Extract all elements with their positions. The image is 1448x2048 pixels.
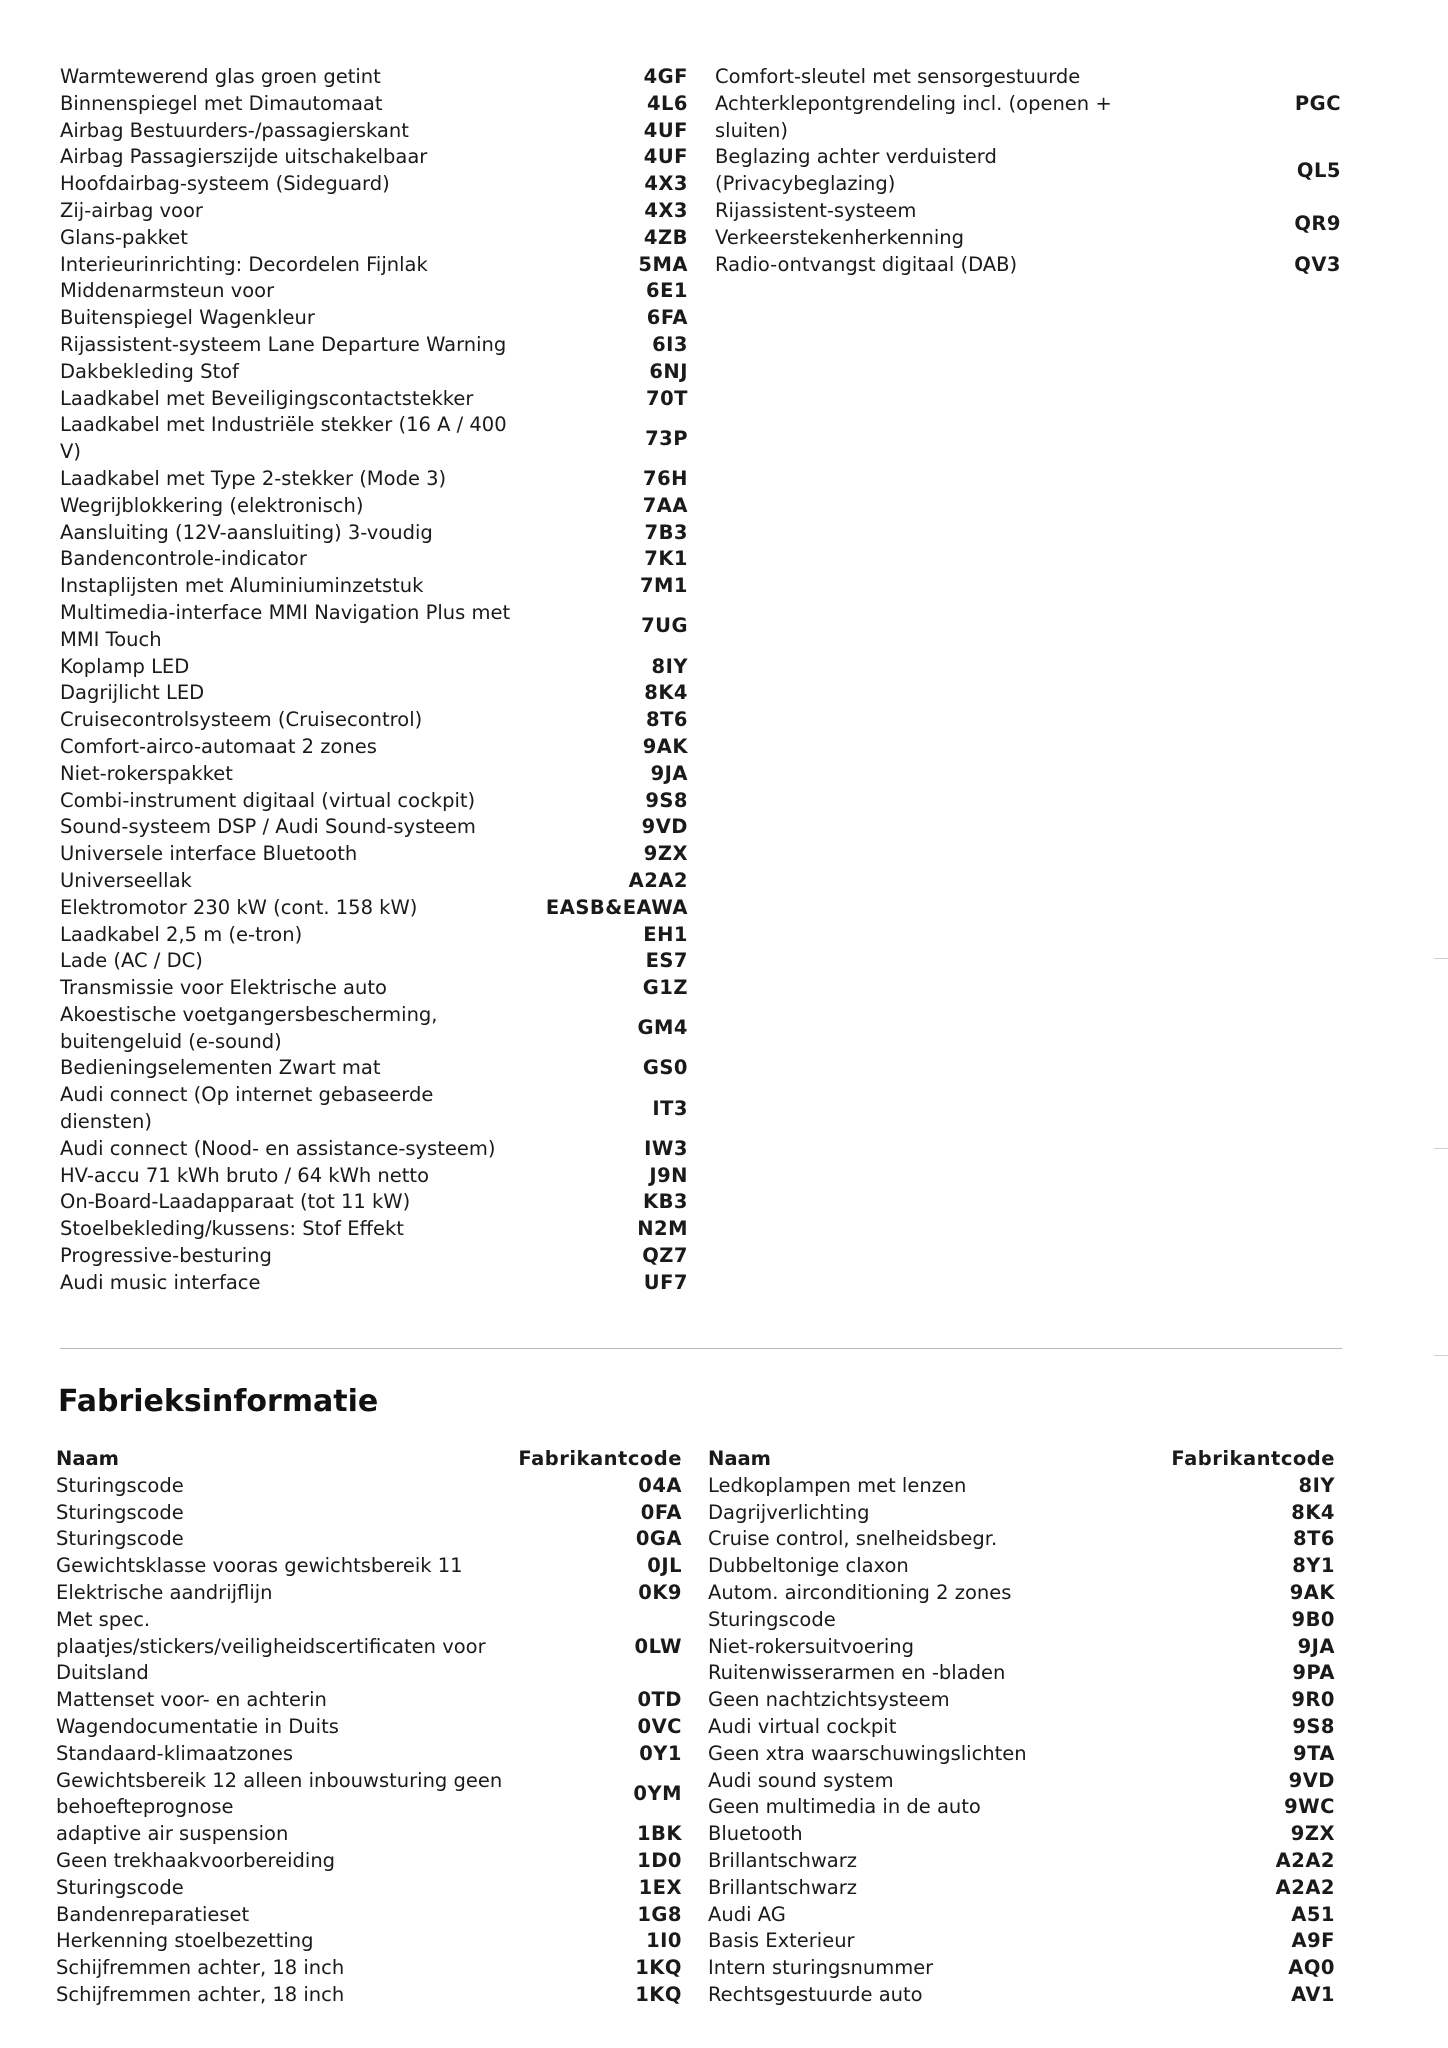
item-code: 9AK [1289,1580,1335,1604]
item-code: 9B0 [1291,1607,1335,1631]
list-item [60,654,688,681]
item-name: Geen trekhaakvoorbereiding [56,1848,336,1872]
item-code: 9VD [1288,1768,1335,1792]
item-name: HV-accu 71 kWh bruto / 64 kWh netto [60,1163,430,1187]
item-name: Transmissie voor Elektrische auto [60,976,387,1000]
list-item [60,1243,688,1270]
header-code: Fabrikantcode [518,1447,682,1470]
item-name: Laadkabel met Beveiligingscontactstekker [60,386,474,410]
item-code: 1BK [636,1822,682,1846]
item-code: QV3 [1294,252,1341,276]
item-name: Sturingscode [56,1875,184,1899]
list-item [60,600,688,654]
list-item [708,1848,1335,1875]
list-item [60,1002,688,1056]
item-name: Combi-instrument digitaal (virtual cockpit) [60,788,476,812]
list-item [56,1580,682,1607]
item-code: 4UF [643,145,688,169]
list-item [60,1189,688,1216]
list-item [60,91,688,118]
section-divider [60,1348,1342,1349]
list-item [708,1768,1335,1795]
section-title: Fabrieksinformatie [58,1384,379,1419]
item-code: 0LW [634,1634,682,1658]
list-item [56,1714,682,1741]
item-name: Autom. airconditioning 2 zones [708,1580,1012,1604]
item-name: Herkenning stoelbezetting [56,1929,314,1953]
item-code: 1I0 [646,1929,682,1953]
item-code: QL5 [1296,158,1341,182]
item-code: 0GA [635,1527,682,1551]
item-name: Rijassistent-systeem Verkeerstekenherkenning [715,198,965,249]
item-name: Laadkabel met Type 2-stekker (Mode 3) [60,466,447,490]
item-code: 4L6 [646,91,688,115]
item-code: 9TA [1293,1741,1335,1765]
item-code: 9R0 [1291,1688,1335,1712]
list-item [715,198,1341,252]
item-name: Laadkabel 2,5 m (e-tron) [60,922,303,946]
item-code: 7AA [642,493,688,517]
header-name: Naam [708,1447,771,1470]
list-item [708,1473,1335,1500]
item-code: AQ0 [1288,1956,1335,1980]
item-name: Gewichtsklasse vooras gewichtsbereik 11 [56,1554,463,1578]
item-code: 6NJ [649,359,688,383]
item-name: Audi connect (Op internet gebaseerde diensten) [60,1083,434,1134]
header-name: Naam [56,1447,119,1470]
item-name: Ledkoplampen met lenzen [708,1473,967,1497]
item-name: Warmtewerend glas groen getint [60,65,381,88]
item-code: A2A2 [628,868,688,892]
item-name: Geen nachtzichtsysteem [708,1688,950,1712]
item-code: 7M1 [639,574,688,598]
list-item [56,1607,682,1687]
item-code: G1Z [642,976,688,1000]
list-item [60,841,688,868]
list-item [56,1768,682,1822]
item-code: PGC [1294,91,1341,115]
item-name: Binnenspiegel met Dimautomaat [60,91,383,115]
header-code: Fabrikantcode [1171,1447,1335,1470]
item-name: adaptive air suspension [56,1822,289,1846]
item-code: ES7 [645,949,688,973]
item-name: Bandenreparatieset [56,1902,250,1926]
item-name: Laadkabel met Industriële stekker (16 A / 400 V) [60,413,507,464]
list-item [708,1875,1335,1902]
list-item [60,252,688,279]
item-name: Met spec. plaatjes/stickers/veiligheidscertificaten voor Duitsland [56,1607,486,1685]
list-item [60,520,688,547]
item-code: 1EX [638,1875,682,1899]
item-name: Schijfremmen achter, 18 inch [56,1956,345,1980]
list-item [60,412,688,466]
item-name: Zij-airbag voor [60,198,203,222]
item-code: QZ7 [642,1244,688,1268]
item-code: 8K4 [1291,1500,1335,1524]
item-code: 76H [643,466,688,490]
item-name: Dubbeltonige claxon [708,1554,909,1578]
item-name: Basis Exterieur [708,1929,855,1953]
item-name: Universele interface Bluetooth [60,842,358,866]
item-code: 9JA [650,761,688,785]
item-name: Audi virtual cockpit [708,1714,897,1738]
list-item [708,1500,1335,1527]
list-item [60,359,688,386]
list-item [60,332,688,359]
item-name: Bedieningselementen Zwart mat [60,1056,381,1080]
item-code: 0TD [637,1688,682,1712]
list-item [60,680,688,707]
item-code: GS0 [642,1056,688,1080]
item-code: A2A2 [1275,1875,1335,1899]
item-name: Wagendocumentatie in Duits [56,1714,339,1738]
list-item [60,922,688,949]
list-item [60,895,688,922]
list-item [60,493,688,520]
item-name: Schijfremmen achter, 18 inch [56,1982,345,2006]
list-item [56,1982,682,2009]
list-item [60,64,688,91]
item-name: Niet-rokersuitvoering [708,1634,915,1658]
item-name: On-Board-Laadapparaat (tot 11 kW) [60,1190,411,1214]
item-name: Standaard-klimaatzones [56,1741,294,1765]
item-code: 8T6 [1293,1527,1335,1551]
item-code: J9N [649,1163,688,1187]
item-code: 6I3 [652,332,688,356]
item-name: Audi AG [708,1902,786,1926]
list-item [708,1741,1335,1768]
list-item [60,573,688,600]
item-name: Beglazing achter verduisterd (Privacybeglazing) [715,145,997,196]
list-item [708,1660,1335,1687]
item-name: Brillantschwarz [708,1875,857,1899]
list-item [56,1687,682,1714]
table-header [708,1446,1335,1473]
item-code: UF7 [643,1270,688,1294]
list-item [60,734,688,761]
list-item [708,1687,1335,1714]
item-code: 7B3 [644,520,688,544]
item-name: Multimedia-interface MMI Navigation Plus met MMI Touch [60,600,511,651]
item-name: Elektrische aandrijflijn [56,1580,273,1604]
list-item [708,1580,1335,1607]
item-code: 6E1 [646,279,688,303]
item-code: 9ZX [643,842,688,866]
item-code: 4X3 [644,172,688,196]
item-name: Sound-systeem DSP / Audi Sound-systeem [60,815,476,839]
list-item [56,1955,682,1982]
item-code: IW3 [644,1136,688,1160]
list-item [60,546,688,573]
item-code: 0JL [647,1554,682,1578]
list-item [708,1634,1335,1661]
item-code: A9F [1291,1929,1335,1953]
item-code: 8IY [651,654,688,678]
scan-edge-mark [1434,958,1448,959]
list-item [56,1553,682,1580]
list-item [60,466,688,493]
list-item [60,1136,688,1163]
item-code: 9S8 [1292,1714,1335,1738]
item-name: Cruisecontrolsysteem (Cruisecontrol) [60,708,423,732]
item-name: Bandencontrole-indicator [60,547,307,571]
item-code: N2M [637,1217,688,1241]
list-item [60,948,688,975]
item-name: Elektromotor 230 kW (cont. 158 kW) [60,895,418,919]
list-item [708,1553,1335,1580]
list-item [56,1902,682,1929]
item-name: Akoestische voetgangersbescherming, buitengeluid (e-sound) [60,1002,438,1053]
item-code: 8Y1 [1292,1554,1335,1578]
options-list-right [715,64,1341,278]
item-code: 4X3 [644,198,688,222]
item-name: Koplamp LED [60,654,190,678]
list-item [56,1500,682,1527]
item-code: 0FA [640,1500,682,1524]
scan-edge-mark [1434,1355,1448,1356]
options-list-left [60,64,688,1297]
item-code: 1G8 [637,1902,682,1926]
list-item [708,1955,1335,1982]
item-name: Mattenset voor- en achterin [56,1688,327,1712]
list-item [60,305,688,332]
item-code: 9JA [1297,1634,1335,1658]
list-item [715,144,1341,198]
item-name: Rechtsgestuurde auto [708,1982,923,2006]
item-name: Sturingscode [56,1473,184,1497]
item-name: Brillantschwarz [708,1848,857,1872]
item-name: Audi sound system [708,1768,894,1792]
item-code: 9ZX [1290,1822,1335,1846]
list-item [60,144,688,171]
item-code: 0YM [633,1781,682,1805]
item-code: IT3 [652,1096,688,1120]
list-item [60,761,688,788]
list-item [708,1794,1335,1821]
table-header [56,1446,682,1473]
list-item [60,788,688,815]
item-name: Buitenspiegel Wagenkleur [60,306,315,330]
list-item [60,278,688,305]
list-item [708,1714,1335,1741]
item-code: 4ZB [643,225,688,249]
item-code: EH1 [643,922,688,946]
item-code: 6FA [646,306,688,330]
item-name: Geen multimedia in de auto [708,1795,981,1819]
item-code: 1KQ [635,1982,682,2006]
item-code: 0Y1 [639,1741,682,1765]
list-item [60,1216,688,1243]
list-item [708,1928,1335,1955]
item-name: Niet-rokerspakket [60,761,233,785]
list-item [60,975,688,1002]
item-code: GM4 [637,1016,688,1040]
item-name: Comfort-airco-automaat 2 zones [60,734,377,758]
item-name: Airbag Passagierszijde uitschakelbaar [60,145,428,169]
item-code: 7K1 [644,547,688,571]
list-item [60,171,688,198]
list-item [60,386,688,413]
item-name: Rijassistent-systeem Lane Departure Warning [60,332,507,356]
list-item [60,1082,688,1136]
list-item [708,1982,1335,2009]
item-code: KB3 [642,1190,688,1214]
item-code: 0K9 [638,1580,682,1604]
list-item [56,1848,682,1875]
item-name: Dakbekleding Stof [60,359,239,383]
item-code: A51 [1291,1902,1335,1926]
item-name: Middenarmsteun voor [60,279,275,303]
item-code: 9PA [1292,1661,1335,1685]
factory-list-left [56,1446,682,2009]
item-name: Sturingscode [56,1527,184,1551]
item-name: Dagrijlicht LED [60,681,205,705]
item-code: 9WC [1284,1795,1335,1819]
item-code: 5MA [638,252,688,276]
item-name: Cruise control, snelheidsbegr. [708,1527,998,1551]
item-code: AV1 [1291,1982,1335,2006]
item-name: Stoelbekleding/kussens: Stof Effekt [60,1217,404,1241]
list-item [708,1902,1335,1929]
item-name: Radio-ontvangst digitaal (DAB) [715,252,1018,276]
list-item [708,1607,1335,1634]
item-name: Hoofdairbag-systeem (Sideguard) [60,172,390,196]
list-item [56,1928,682,1955]
item-name: Sturingscode [56,1500,184,1524]
item-code: 7UG [641,614,688,638]
item-name: Universeellak [60,868,192,892]
item-code: 9S8 [645,788,688,812]
list-item [60,118,688,145]
item-name: Aansluiting (12V-aansluiting) 3-voudig [60,520,433,544]
item-name: Airbag Bestuurders-/passagierskant [60,118,409,142]
list-item [60,1270,688,1297]
item-name: Intern sturingsnummer [708,1956,934,1980]
item-code: 8K4 [644,681,688,705]
item-name: Glans-pakket [60,225,188,249]
list-item [715,252,1341,279]
list-item [56,1875,682,1902]
item-name: Lade (AC / DC) [60,949,203,973]
list-item [60,1055,688,1082]
factory-list-right [708,1446,1335,2009]
item-code: 8T6 [646,708,688,732]
item-name: Ruitenwisserarmen en -bladen [708,1661,1006,1685]
item-name: Audi music interface [60,1270,261,1294]
item-code: 9VD [641,815,688,839]
item-code: 1KQ [635,1956,682,1980]
item-code: EASB&EAWA [545,895,688,919]
item-name: Interieurinrichting: Decordelen Fijnlak [60,252,428,276]
list-item [60,707,688,734]
item-code: 4GF [643,65,688,88]
list-item [60,225,688,252]
item-name: Gewichtsbereik 12 alleen inbouwsturing geen behoefteprognose [56,1768,503,1819]
list-item [56,1526,682,1553]
item-code: A2A2 [1275,1848,1335,1872]
item-name: Comfort-sleutel met sensorgestuurde Achterklepontgrendeling incl. (openen + sluiten) [715,65,1112,142]
list-item [60,1163,688,1190]
item-name: Dagrijverlichting [708,1500,870,1524]
item-name: Wegrijblokkering (elektronisch) [60,493,364,517]
item-code: 1D0 [637,1848,682,1872]
item-code: 4UF [643,118,688,142]
list-item [60,814,688,841]
list-item [708,1526,1335,1553]
item-code: 70T [646,386,688,410]
item-code: 0VC [637,1714,682,1738]
list-item [60,868,688,895]
item-code: 73P [645,426,688,450]
item-name: Geen xtra waarschuwingslichten [708,1741,1027,1765]
item-name: Bluetooth [708,1822,803,1846]
item-name: Instaplijsten met Aluminiuminzetstuk [60,574,424,598]
list-item [715,64,1341,144]
item-code: 04A [638,1473,682,1497]
list-item [60,198,688,225]
item-code: 8IY [1298,1473,1335,1497]
list-item [708,1821,1335,1848]
item-name: Progressive-besturing [60,1244,272,1268]
item-code: 9AK [642,734,688,758]
scan-edge-mark [1434,1148,1448,1149]
item-name: Sturingscode [708,1607,836,1631]
item-code: QR9 [1294,212,1341,236]
list-item [56,1821,682,1848]
item-name: Audi connect (Nood- en assistance-systeem) [60,1136,496,1160]
list-item [56,1741,682,1768]
list-item [56,1473,682,1500]
